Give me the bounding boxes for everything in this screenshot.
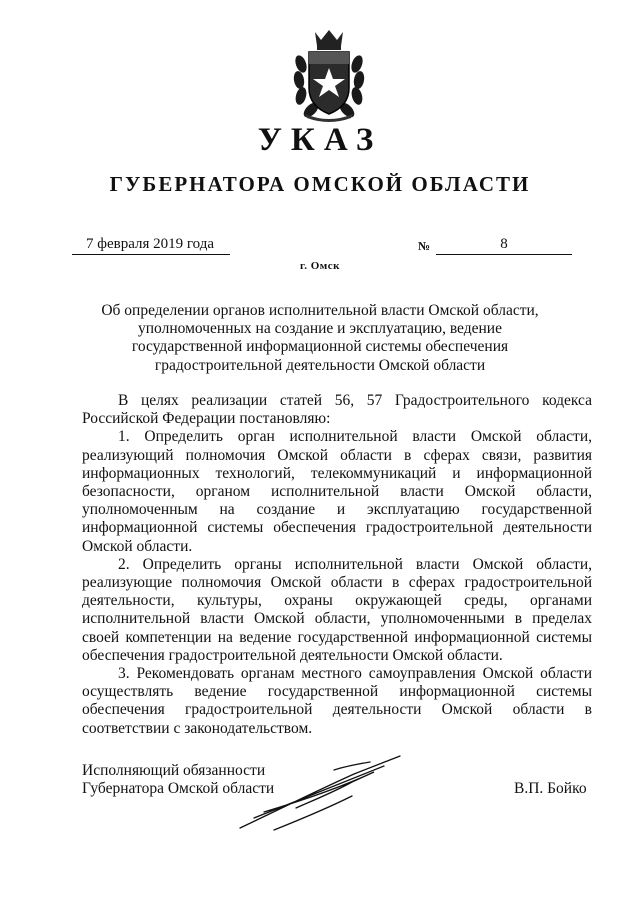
document-city: г. Омск	[299, 260, 341, 272]
heading-line: государственной информационной системы обеспечения	[131, 338, 509, 356]
document-title: УКАЗ	[257, 122, 383, 158]
item-paragraph-2: 2. Определить органы исполнительной власти Омской области, реализующие полномочия Омской области в сферах градостроительной деятельности, культуры, охраны окружающей среды, органами исполнительной власти Омской области, уполномоченными в пределах своей компетенции на ведение государственной информационной системы обеспечения градостроительной деятельности Омской области.	[82, 555, 592, 664]
intro-paragraph: В целях реализации статей 56, 57 Градостроительного кодекса Российской Федерации постановляю:	[82, 392, 592, 428]
document-subtitle: ГУБЕРНАТОРА ОМСКОЙ ОБЛАСТИ	[109, 172, 531, 196]
signatory-role-line: Губернатора Омской области	[82, 780, 275, 798]
signatory-role-line: Исполняющий обязанности	[82, 762, 266, 779]
handwritten-signature	[234, 752, 406, 834]
heading-line: уполномоченных на создание и эксплуатацию, ведение	[138, 320, 502, 338]
heading-line: Об определении органов исполнительной власти Омской области,	[101, 302, 539, 319]
signatory-name: В.П. Бойко	[514, 780, 587, 797]
document-heading	[86, 302, 554, 375]
document-date: 7 февраля 2019 года	[72, 235, 230, 255]
heading-line: градостроительной деятельности Омской области	[154, 356, 486, 374]
item-paragraph-1: 1. Определить орган исполнительной власти Омской области, реализующий полномочия Омской области в сферах связи, развития информационных технологий, телекоммуникаций и информационной безопасности, органом исполнительной власти Омской области, уполномоченным на создание и эксплуатацию государственной информационной системы обеспечения градостроительной деятельности Омской области.	[82, 428, 592, 555]
item-paragraph-3: 3. Рекомендовать органам местного самоуправления Омской области осуществлять ведение государственной информационной системы обеспечения градостроительной деятельности Омской области в соответствии с законодательством.	[82, 665, 592, 737]
omsk-coat-of-arms-icon	[291, 28, 367, 122]
number-label: №	[418, 239, 431, 253]
document-number: 8	[436, 235, 572, 255]
document-body	[82, 392, 592, 738]
